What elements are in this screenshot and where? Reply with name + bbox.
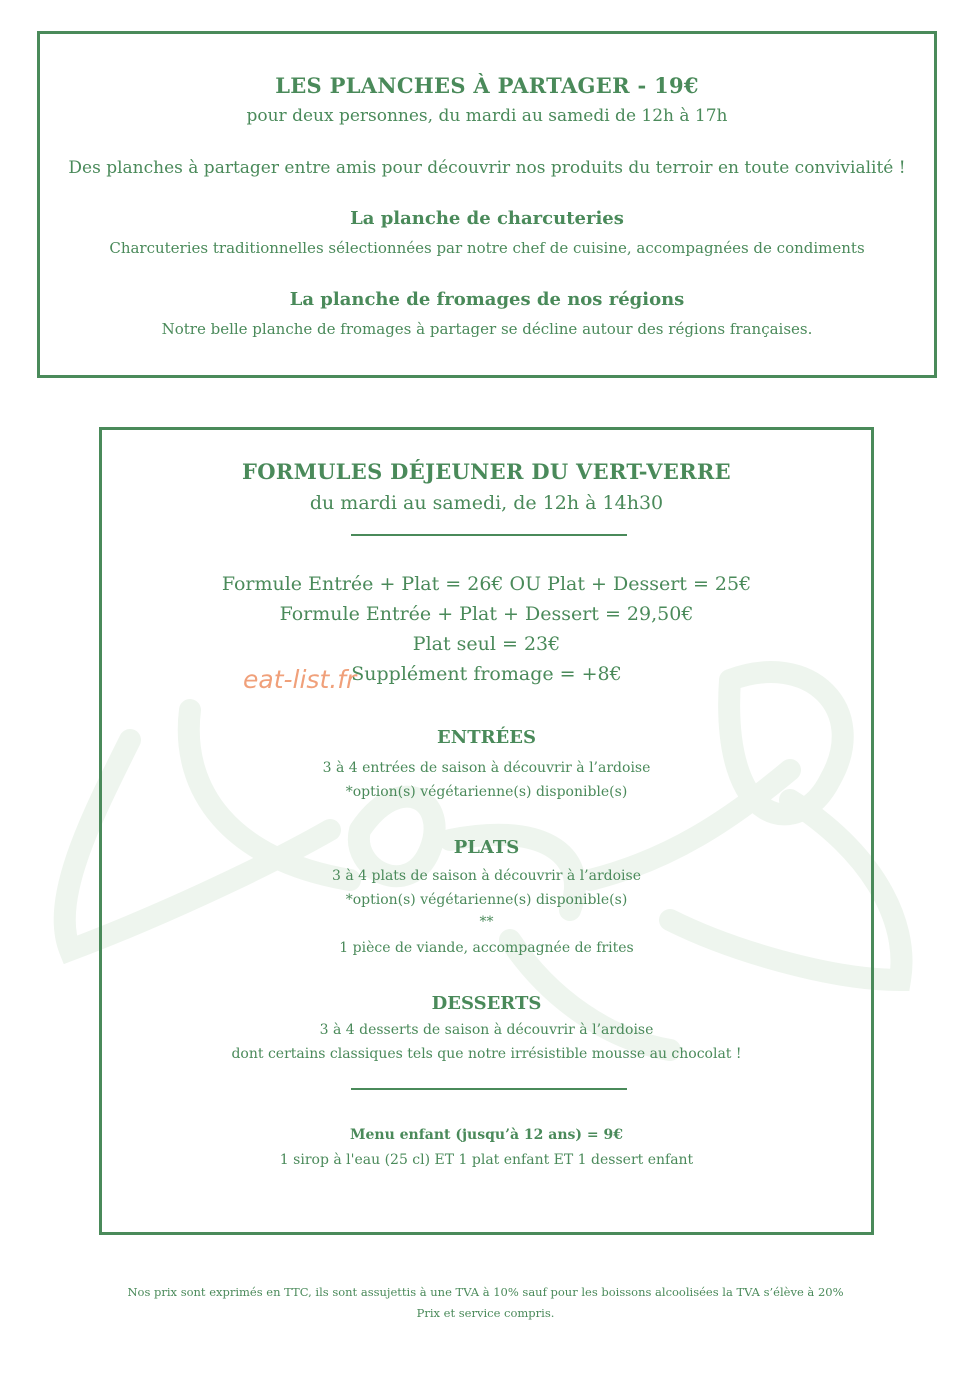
planches-subtitle: pour deux personnes, du mardi au samedi de 12h à 17h (246, 106, 728, 126)
menu-enfant-title: Menu enfant (jusqu’à 12 ans) = 9€ (350, 1127, 623, 1143)
formule-price-4: Supplément fromage = +8€ (351, 663, 622, 685)
entrees-line: *option(s) végétarienne(s) disponible(s) (345, 784, 628, 800)
formule-price-1: Formule Entrée + Plat = 26€ OU Plat + Dessert = 25€ (221, 573, 752, 595)
desserts-title: DESSERTS (431, 993, 542, 1014)
planche-charcuteries-description: Charcuteries traditionnelles sélectionnées par notre chef de cuisine, accompagnées de condiments (109, 239, 865, 257)
plats-line: *option(s) végétarienne(s) disponible(s) (345, 892, 628, 908)
plats-title: PLATS (453, 837, 520, 858)
footer-prix-note: Prix et service compris. (416, 1306, 555, 1320)
planche-charcuteries-title: La planche de charcuteries (350, 208, 624, 229)
formules-section (99, 427, 874, 1235)
watermark-logo: eat-list.fr (243, 665, 357, 694)
desserts-line: dont certains classiques tels que notre irrésistible mousse au chocolat ! (231, 1046, 742, 1062)
planche-fromages-title: La planche de fromages de nos régions (289, 289, 685, 310)
formules-subtitle: du mardi au samedi, de 12h à 14h30 (309, 492, 664, 514)
plats-line: 3 à 4 plats de saison à découvrir à l’ardoise (332, 868, 641, 884)
footer-tva-note: Nos prix sont exprimés en TTC, ils sont assujettis à une TVA à 10% sauf pour les boissons alcoolisées la TVA s’élève à 20% (127, 1285, 844, 1299)
desserts-line: 3 à 4 desserts de saison à découvrir à l’ardoise (319, 1022, 654, 1038)
entrees-line: 3 à 4 entrées de saison à découvrir à l’ardoise (322, 760, 651, 776)
plats-line: 1 pièce de viande, accompagnée de frites (339, 940, 634, 956)
planche-fromages-description: Notre belle planche de fromages à partager se décline autour des régions françaises. (161, 320, 813, 338)
planches-intro: Des planches à partager entre amis pour découvrir nos produits du terroir en toute convivialité ! (68, 158, 906, 178)
divider-top (351, 534, 627, 536)
formule-price-3: Plat seul = 23€ (412, 633, 561, 655)
divider-bottom (351, 1088, 627, 1090)
formule-price-2: Formule Entrée + Plat + Dessert = 29,50€ (279, 603, 694, 625)
formules-title: FORMULES DÉJEUNER DU VERT-VERRE (242, 459, 731, 484)
planches-section (37, 31, 937, 378)
menu-enfant-line: 1 sirop à l'eau (25 cl) ET 1 plat enfant ET 1 dessert enfant (279, 1152, 694, 1168)
planches-title: LES PLANCHES À PARTAGER - 19€ (275, 73, 699, 98)
plats-line: ** (479, 914, 494, 930)
entrees-title: ENTRÉES (437, 727, 536, 748)
